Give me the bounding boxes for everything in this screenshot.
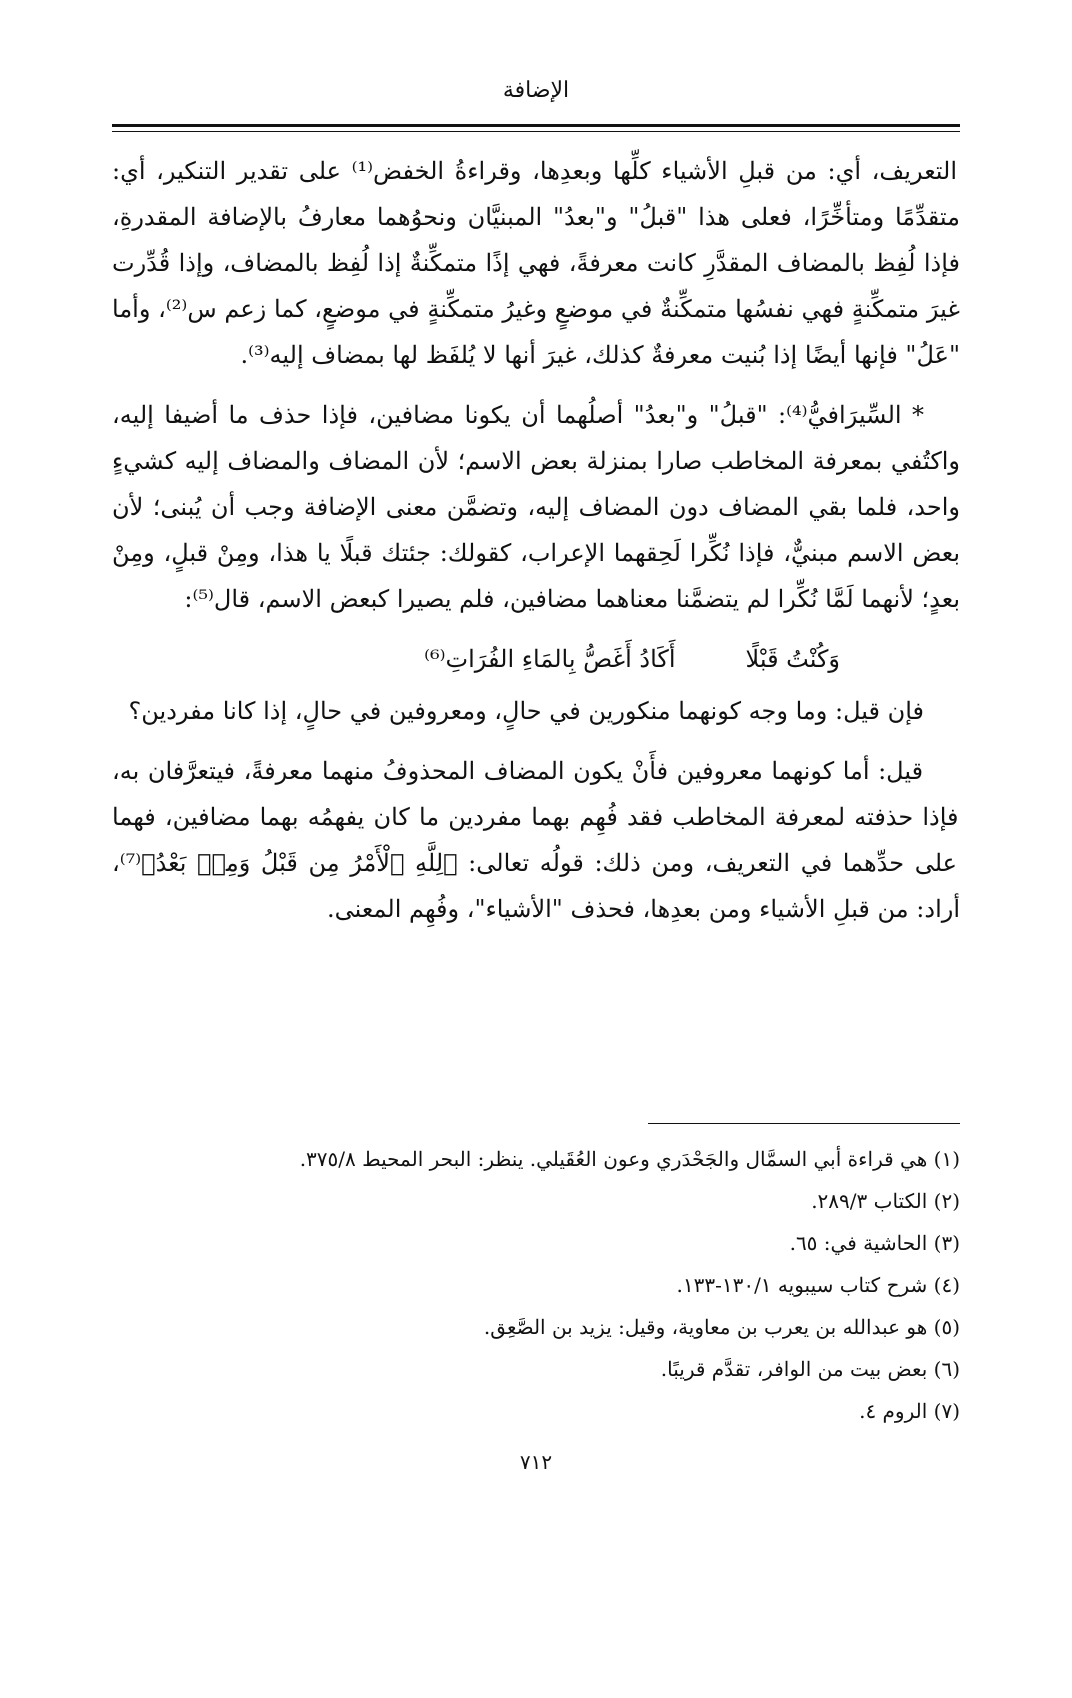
text-line: التعريف، أي: من قبلِ الأشياء كلِّها وبعدِها، وقراءةُ الخفض⁽¹⁾ على تقدير التنكير، أي: xyxy=(112,157,957,185)
footnote-1: (١) هي قراءة أبي السمَّال والجَحْدَري وعون العُقَيلي. ينظر: البحر المحيط ٣٧٥/٨. xyxy=(299,1147,960,1171)
text-line: مفردين؟ xyxy=(128,697,216,725)
paragraph-1 xyxy=(112,148,960,378)
text-line: فإن قيل: وما وجه كونهما منكورين في حالٍ، ومعروفين في حالٍ، إذا كانا xyxy=(215,697,924,725)
verse-second-hemistich: أَكَادُ أَغَصُّ بِالمَاءِ الفُرَاتِ⁽⁶⁾ xyxy=(424,645,676,673)
text-line: فإذا حذفته لمعرفة المخاطب فقد فُهِم بهما مفردين ما كان يفهمُه بهما مضافين، فهما xyxy=(112,803,959,831)
footnote-6: (٦) بعض بيت من الوافر، تقدَّم قريبًا. xyxy=(660,1357,960,1381)
text-line: يُبنى؛ لأن بعض الاسم مبنيٌّ، فإذا نُكِّرا لَحِقهما الإعراب، كقولك: جئتك قبلًا يا هذا، xyxy=(112,493,961,567)
footnote-5: (٥) هو عبدالله بن يعرب بن معاوية، وقيل: يزيد بن الصَّعِق. xyxy=(483,1315,960,1339)
text-line: * السِّيرَافيُّ⁽⁴⁾: "قبلُ" و"بعدُ" أصلُهما أن يكونا مضافين، فإذا حذف ما أضيفا xyxy=(153,401,925,429)
footnote-3: (٣) الحاشية في: ٦٥. xyxy=(789,1231,960,1255)
text-line: أراد: من قبلِ الأشياء ومن بعدِها، فحذف "الأشياء"، وفُهِم المعنى. xyxy=(327,895,960,923)
text-line: كشيءٍ واحد، فلما بقي المضاف دون المضاف إليه، وتضمَّن معنى الإضافة وجب أن xyxy=(112,447,960,521)
text-line: متمكِّنةٍ فهي نفسُها متمكِّنةٌ في موضعٍ وغيرُ متمكِّنةٍ في موضعٍ، كما زعم س⁽²⁾، وأما xyxy=(112,295,920,323)
footnote-7: (٧) الروم ٤. xyxy=(859,1399,960,1423)
text-line: ومِنْ قبلٍ، ومِنْ بعدٍ؛ لأنهما لَمَّا نُكِّرا لم يتضمَّنا معناهما مضافين، فلم يصيرا كبعض xyxy=(112,539,960,613)
text-line: إليه، واكتُفي بمعرفة المخاطب صارا بمنزلة بعض الاسم؛ لأن المضاف والمضاف إليه xyxy=(112,401,960,475)
text-line: على حدِّهما في التعريف، ومن ذلك: قولُه تعالى: ﴿لِلَّهِ ٱلْأَمْرُ مِن قَبْلُ وَمِنۢ بَعْدُ﴾⁽⁷⁾، xyxy=(112,849,957,877)
header-rule-thick xyxy=(112,124,960,127)
text-line: الاسم، قال⁽⁵⁾: xyxy=(184,585,322,613)
footnote-2: (٢) الكتاب ٢٨٩/٣. xyxy=(811,1189,960,1213)
text-line: قيل: أما كونهما معروفين فأَنْ يكون المضاف المحذوفُ منهما معرفةً، فيتعرَّفان به، xyxy=(112,757,924,785)
text-line: لُفِظ بالمضاف المقدَّرِ كانت معرفةً، فهي إذًا متمكِّنةٌ إذا لُفِظ بالمضاف، وإذا قُدِّرت غيرَ xyxy=(112,249,960,323)
main-text xyxy=(112,148,960,932)
text-line: متقدِّمًا ومتأخِّرًا، فعلى هذا "قبلُ" و"بعدُ" المبنيَّان ونحوُهما معارفُ بالإضافة المقدرةِ، فإذا xyxy=(112,203,960,277)
running-title: الإضافة xyxy=(502,78,570,103)
verse-first-hemistich: وَكُنْتُ قَبْلًا xyxy=(745,645,840,673)
text-line: "عَلُ" فإنها أيضًا إذا بُنيت معرفةٌ كذلك، غيرَ أنها لا يُلفَظ لها بمضاف إليه⁽³⁾. xyxy=(240,341,960,369)
footnote-separator xyxy=(648,1123,960,1124)
page-number: ٧١٢ xyxy=(519,1450,553,1474)
header-rule-thin xyxy=(112,131,960,132)
paragraph-2 xyxy=(112,392,960,622)
footnote-4: (٤) شرح كتاب سيبويه ١٣٠/١-١٣٣. xyxy=(676,1273,960,1297)
footnotes xyxy=(112,1138,960,1432)
paragraph-4 xyxy=(112,748,960,932)
poetry-verse xyxy=(112,636,960,682)
paragraph-3 xyxy=(112,688,960,734)
